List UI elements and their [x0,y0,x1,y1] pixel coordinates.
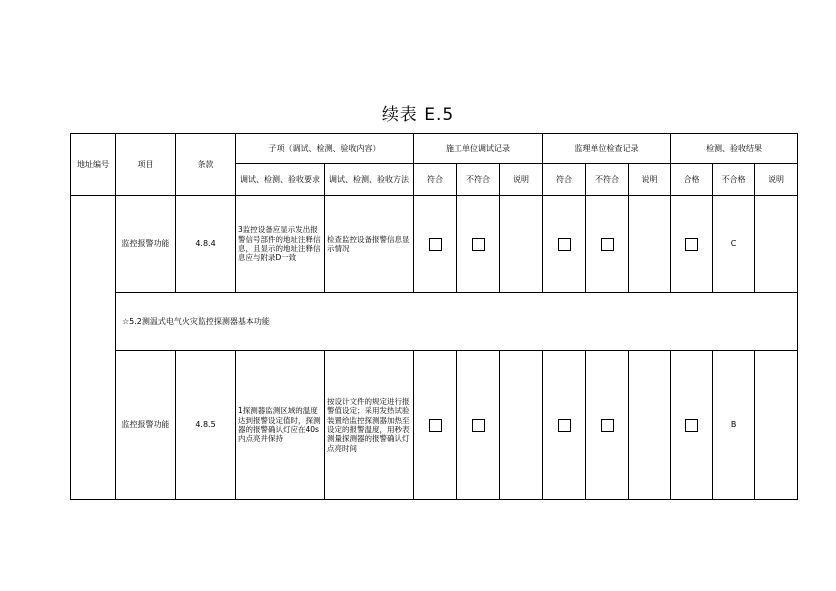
header-note-3: 说明 [755,164,798,196]
header-item: 项目 [116,134,176,196]
note-cell [629,196,671,293]
result-fail-cell: B [713,351,755,500]
header-sub: 子项（调试、检测、验收内容） [236,134,414,164]
header-method: 调试、检测、验收方法 [325,164,414,196]
note-cell [500,351,543,500]
header-addr: 地址编号 [71,134,116,196]
header-nonconform-1: 不符合 [457,164,500,196]
header-note-2: 说明 [629,164,671,196]
header-conform-2: 符合 [543,164,586,196]
note-cell [755,196,798,293]
checkbox-nonconform[interactable] [601,238,614,251]
checkbox-nonconform[interactable] [472,419,485,432]
row-clause: 4.8.4 [176,196,236,293]
checkbox-pass[interactable] [685,238,698,251]
row-item: 监控报警功能 [116,351,176,500]
checkbox-nonconform[interactable] [601,419,614,432]
note-cell [755,351,798,500]
inspection-table [70,133,798,500]
page-title: 续表 E.5 [381,105,455,125]
checkbox-nonconform[interactable] [472,238,485,251]
header-fail: 不合格 [713,164,755,196]
header-group-construction: 施工单位调试记录 [414,134,543,164]
header-group-result: 检测、验收结果 [671,134,798,164]
header-pass: 合格 [671,164,713,196]
table-row [71,351,798,500]
row-method: 按设计文件的规定进行报警值设定；采用发热试验装置给监控探测器加热至设定的报警温度，用秒表测量探测器的报警确认灯点亮时间 [325,351,414,500]
header-group-supervision: 监理单位检查记录 [543,134,671,164]
checkbox-conform[interactable] [558,419,571,432]
checkbox-conform[interactable] [558,238,571,251]
header-note-1: 说明 [500,164,543,196]
header-conform-1: 符合 [414,164,457,196]
section-heading: ☆5.2测温式电气火灾监控探测器基本功能 [116,293,798,351]
addr-cell [71,196,116,500]
row-requirement: 1探测器监测区域的温度达到报警设定值时，探测器的报警确认灯应在40s内点亮并保持 [236,351,325,500]
checkbox-pass[interactable] [685,419,698,432]
note-cell [629,351,671,500]
header-clause: 条款 [176,134,236,196]
note-cell [500,196,543,293]
row-method: 检查监控设备报警信息显示情况 [325,196,414,293]
row-requirement: 3监控设备应显示发出报警信号部件的地址注释信息，且显示的地址注释信息应与附录D一致 [236,196,325,293]
table-row [71,196,798,293]
row-clause: 4.8.5 [176,351,236,500]
checkbox-conform[interactable] [429,238,442,251]
checkbox-conform[interactable] [429,419,442,432]
header-req: 调试、检测、验收要求 [236,164,325,196]
row-item: 监控报警功能 [116,196,176,293]
result-fail-cell: C [713,196,755,293]
header-nonconform-2: 不符合 [586,164,629,196]
